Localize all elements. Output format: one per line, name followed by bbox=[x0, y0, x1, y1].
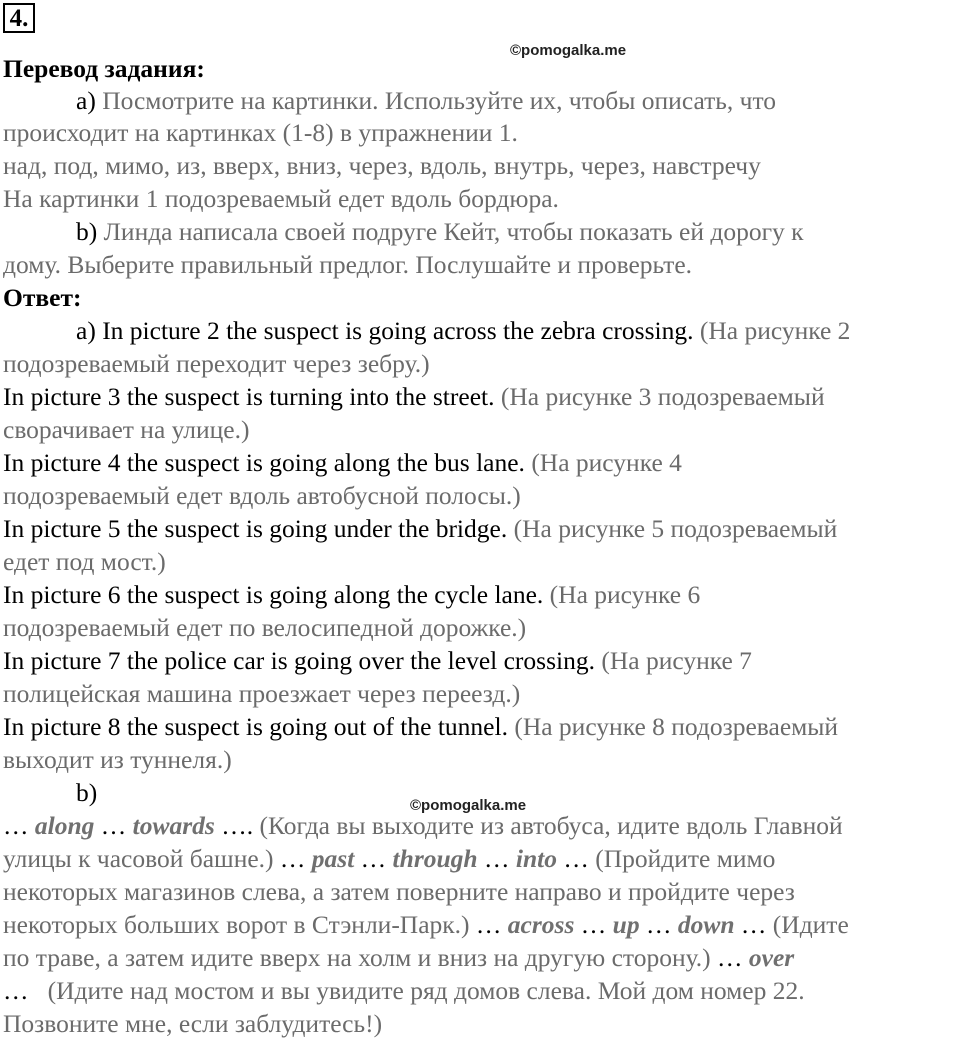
answer-a-item-5: In picture 6 the suspect is going along the cycle lane. (На рисунке 6 bbox=[3, 580, 701, 609]
answer-heading: Ответ: bbox=[3, 283, 82, 312]
answer-a-item-6: In picture 7 the police car is going over the level crossing. (На рисунке 7 bbox=[3, 646, 752, 675]
answer-a-item-5-cont: подозреваемый едет по велосипедной дорожке.) bbox=[3, 613, 527, 642]
task-number: 4. bbox=[3, 3, 35, 33]
translation-a-line-4: На картинки 1 подозреваемый едет вдоль бордюра. bbox=[3, 184, 559, 213]
answer-a-item-2: In picture 3 the suspect is turning into the street. (На рисунке 3 подозреваемый bbox=[3, 382, 825, 411]
translation-b-line-2: дому. Выберите правильный предлог. Послушайте и проверьте. bbox=[3, 250, 693, 279]
answer-a-item-7: In picture 8 the suspect is going out of the tunnel. (На рисунке 8 подозреваемый bbox=[3, 712, 839, 741]
answer-a-item-1-cont: подозреваемый переходит через зебру.) bbox=[3, 349, 430, 378]
answer-a-item-4: In picture 5 the suspect is going under the bridge. (На рисунке 5 подозреваемый bbox=[3, 514, 838, 543]
translation-heading: Перевод задания: bbox=[3, 54, 205, 83]
answer-b-line-2: улицы к часовой башне.) … past … through … into … (Пройдите мимо bbox=[3, 844, 776, 873]
answer-a-item-6-cont: полицейская машина проезжает через переезд.) bbox=[3, 679, 521, 708]
answer-b-line-7: Позвоните мне, если заблудитесь!) bbox=[3, 1009, 383, 1038]
translation-b-line-1: b) Линда написала своей подруге Кейт, чтобы показать ей дорогу к bbox=[76, 217, 804, 246]
answer-b-label: b) bbox=[76, 778, 98, 807]
answer-b-line-6: … (Идите над мостом и вы увидите ряд домов слева. Мой дом номер 22. bbox=[3, 976, 805, 1005]
translation-a-line-1: a) Посмотрите на картинки. Используйте их, чтобы описать, что bbox=[76, 86, 777, 115]
answer-a-item-3: In picture 4 the suspect is going along the bus lane. (На рисунке 4 bbox=[3, 448, 682, 477]
answer-b-line-1: … along … towards …. (Когда вы выходите из автобуса, идите вдоль Главной bbox=[3, 811, 843, 840]
answer-b-line-4: некоторых больших ворот в Стэнли-Парк.) … across … up … down … (Идите bbox=[3, 910, 849, 939]
translation-a-line-2: происходит на картинках (1-8) в упражнении 1. bbox=[3, 118, 518, 147]
watermark-middle: ©pomogalka.me bbox=[410, 797, 527, 814]
answer-b-line-3: некоторых магазинов слева, а затем поверните направо и пройдите через bbox=[3, 877, 795, 906]
answer-a-item-7-cont: выходит из туннеля.) bbox=[3, 745, 232, 774]
watermark-top: ©pomogalka.me bbox=[510, 42, 627, 59]
answer-a-item-2-cont: сворачивает на улице.) bbox=[3, 415, 250, 444]
answer-a-item-1: a) In picture 2 the suspect is going across the zebra crossing. (На рисунке 2 bbox=[76, 316, 851, 345]
answer-b-line-5: по траве, а затем идите вверх на холм и вниз на другую сторону.) … over bbox=[3, 943, 795, 972]
answer-a-item-4-cont: едет под мост.) bbox=[3, 547, 166, 576]
translation-a-line-3: над, под, мимо, из, вверх, вниз, через, вдоль, внутрь, через, навстречу bbox=[3, 151, 761, 180]
answer-a-item-3-cont: подозреваемый едет вдоль автобусной полосы.) bbox=[3, 481, 521, 510]
